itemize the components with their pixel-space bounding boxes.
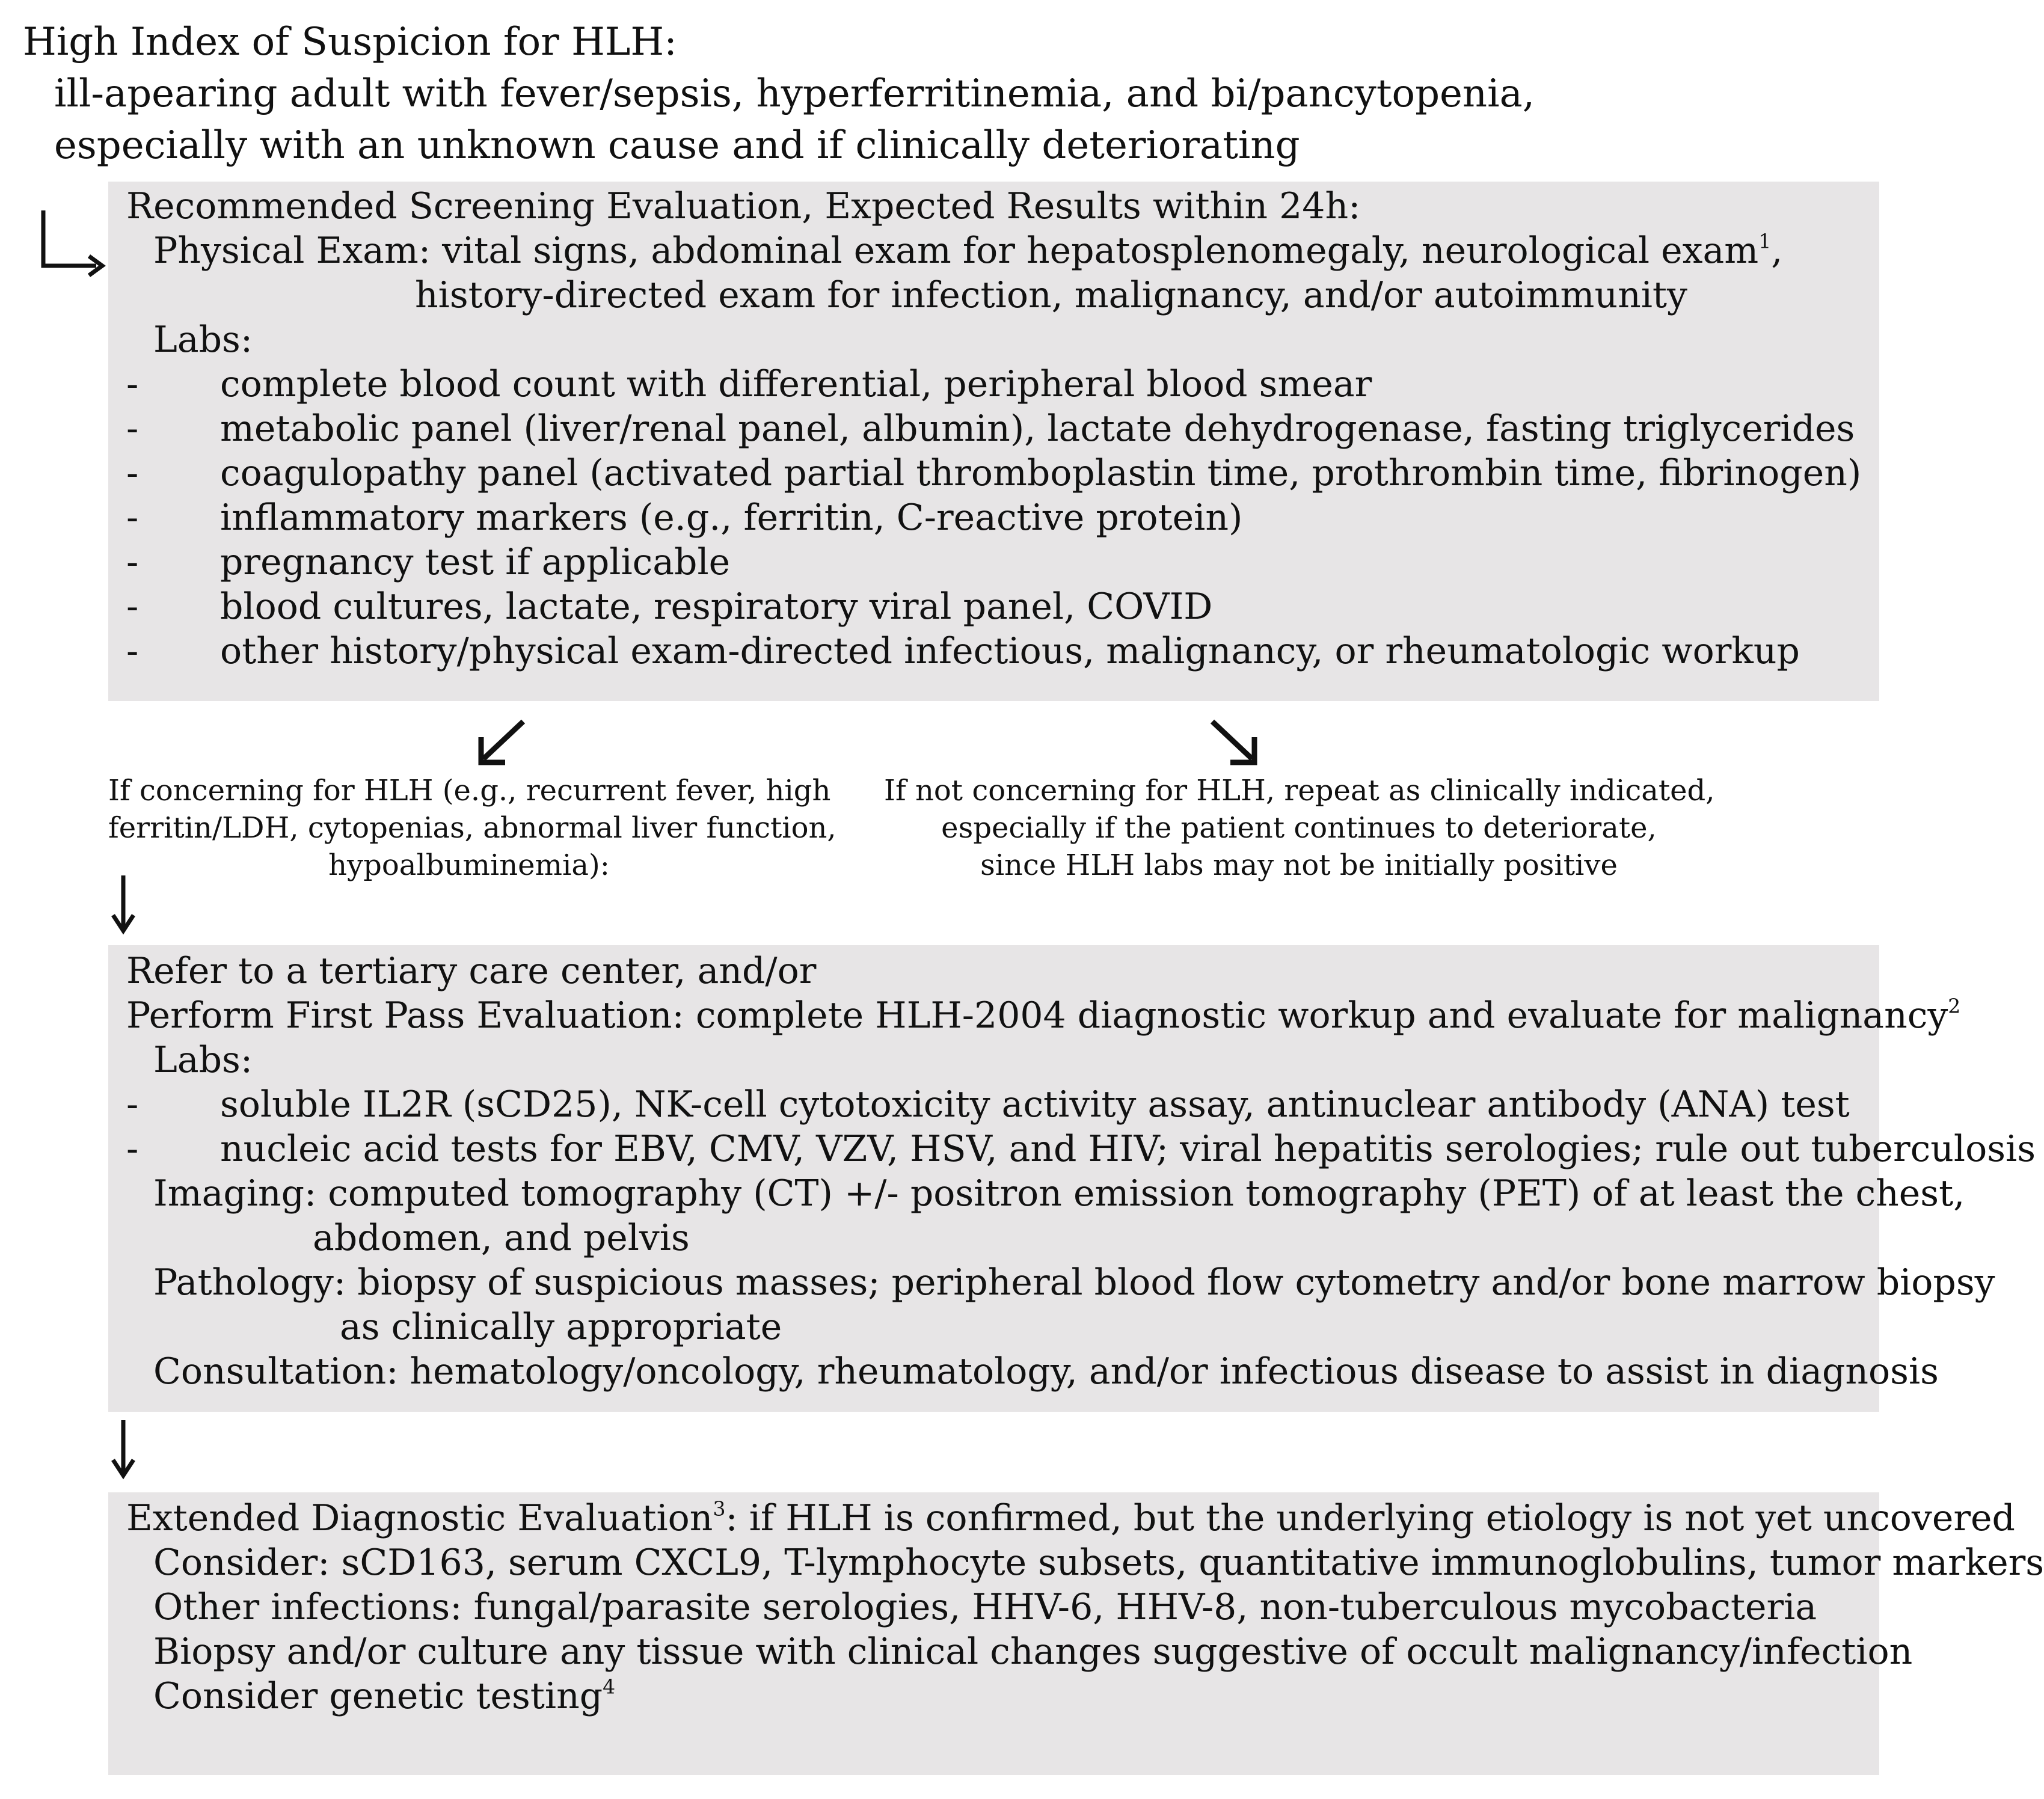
list-item: soluble IL2R (sCD25), NK-cell cytotoxicity activity assay, antinuclear antibody (ANA) test	[220, 1083, 1850, 1126]
bullet: -	[126, 586, 139, 628]
physical-exam-text: Physical Exam: vital signs, abdominal exam for hepatosplenomegaly, neurological exam	[153, 230, 1759, 272]
pathology-line: Pathology: biopsy of suspicious masses; peripheral blood flow cytometry and/or bone marrow biopsy	[153, 1261, 1995, 1304]
screening-heading: Recommended Screening Evaluation, Expected Results within 24h:	[126, 185, 1361, 227]
bullet: -	[126, 497, 139, 539]
arrow-down-left-icon	[475, 719, 529, 767]
imaging-line: Imaging: computed tomography (CT) +/- positron emission tomography (PET) of at least the chest,	[153, 1172, 1965, 1215]
arrow-down-icon	[108, 875, 138, 936]
genetic-line	[153, 1674, 615, 1718]
footnote-4: 4	[603, 1675, 616, 1699]
branch-not-concerning	[884, 772, 1714, 884]
bullet: -	[126, 363, 139, 405]
bullet: -	[126, 1128, 139, 1170]
consultation-line: Consultation: hematology/oncology, rheumatology, and/or infectious disease to assist in diagnosis	[153, 1350, 1939, 1393]
list-item: inflammatory markers (e.g., ferritin, C-reactive protein)	[220, 497, 1243, 539]
bullet: -	[126, 1083, 139, 1126]
branch-not-concerning-line: If not concerning for HLH, repeat as clinically indicated,	[884, 774, 1715, 808]
extended-heading	[126, 1496, 2015, 1540]
genetic-text: Consider genetic testing	[153, 1675, 603, 1717]
arrow-down-right-icon	[1209, 719, 1263, 767]
list-item: metabolic panel (liver/renal panel, albumin), lactate dehydrogenase, fasting triglycerides	[220, 408, 1855, 450]
refer-line: Refer to a tertiary care center, and/or	[126, 950, 817, 992]
branch-not-concerning-line: since HLH labs may not be initially positive	[980, 848, 1618, 882]
branch-not-concerning-line: especially if the patient continues to deteriorate,	[941, 811, 1657, 845]
pathology-line2: as clinically appropriate	[340, 1306, 782, 1348]
imaging-line2: abdomen, and pelvis	[313, 1217, 690, 1259]
arrow-down-icon	[108, 1420, 138, 1480]
intro-line-2: especially with an unknown cause and if clinically deteriorating	[54, 123, 1300, 168]
bullet: -	[126, 452, 139, 494]
bullet: -	[126, 408, 139, 450]
list-item: coagulopathy panel (activated partial thromboplastin time, prothrombin time, fibrinogen)	[220, 452, 1862, 494]
perform-line	[126, 993, 1960, 1038]
branch-concerning	[108, 772, 836, 884]
page-title: High Index of Suspicion for HLH:	[23, 20, 677, 64]
first-pass-box	[108, 945, 2036, 1412]
list-item: nucleic acid tests for EBV, CMV, VZV, HSV, and HIV; viral hepatitis serologies; rule out tuberculosis	[220, 1128, 2036, 1170]
bent-arrow-icon	[36, 210, 108, 283]
physical-exam-line2: history-directed exam for infection, malignancy, and/or autoimmunity	[415, 274, 1687, 316]
extended-heading-text: Extended Diagnostic Evaluation	[126, 1497, 713, 1539]
list-item: blood cultures, lactate, respiratory viral panel, COVID	[220, 586, 1213, 628]
biopsy-line: Biopsy and/or culture any tissue with clinical changes suggestive of occult malignancy/infection	[153, 1631, 1913, 1673]
footnote-3: 3	[713, 1497, 726, 1521]
list-item: other history/physical exam-directed infectious, malignancy, or rheumatologic workup	[220, 630, 1800, 672]
branch-concerning-line: If concerning for HLH (e.g., recurrent fever, high	[108, 774, 831, 808]
perform-text: Perform First Pass Evaluation: complete HLH-2004 diagnostic workup and evaluate for malignancy	[126, 995, 1948, 1037]
extended-box	[108, 1492, 2044, 1775]
physical-exam: Physical Exam: vital signs, abdominal exam for hepatosplenomegaly, neurological exam$^1$,	[153, 229, 1783, 272]
screening-box	[108, 182, 1879, 701]
other-infections-line: Other infections: fungal/parasite serologies, HHV-6, HHV-8, non-tuberculous mycobacteria	[153, 1586, 1817, 1628]
branch-concerning-line: ferritin/LDH, cytopenias, abnormal liver function,	[108, 811, 836, 845]
bullet: -	[126, 630, 139, 672]
labs-label: Labs:	[153, 319, 253, 361]
branch-concerning-line: hypoalbuminemia):	[328, 848, 610, 882]
intro-line-1: ill-apearing adult with fever/sepsis, hyperferritinemia, and bi/pancytopenia,	[54, 72, 1535, 116]
consider-line: Consider: sCD163, serum CXCL9, T-lymphocyte subsets, quantitative immunoglobulins, tumor markers	[153, 1542, 2044, 1584]
labs-label: Labs:	[153, 1039, 253, 1081]
list-item: pregnancy test if applicable	[220, 541, 731, 583]
footnote-1: 1	[1758, 229, 1772, 253]
list-item: complete blood count with differential, peripheral blood smear	[220, 363, 1372, 405]
footnote-2: 2	[1948, 994, 1961, 1018]
extended-heading-rest: : if HLH is confirmed, but the underlying etiology is not yet uncovered	[725, 1497, 2015, 1539]
bullet: -	[126, 541, 139, 583]
